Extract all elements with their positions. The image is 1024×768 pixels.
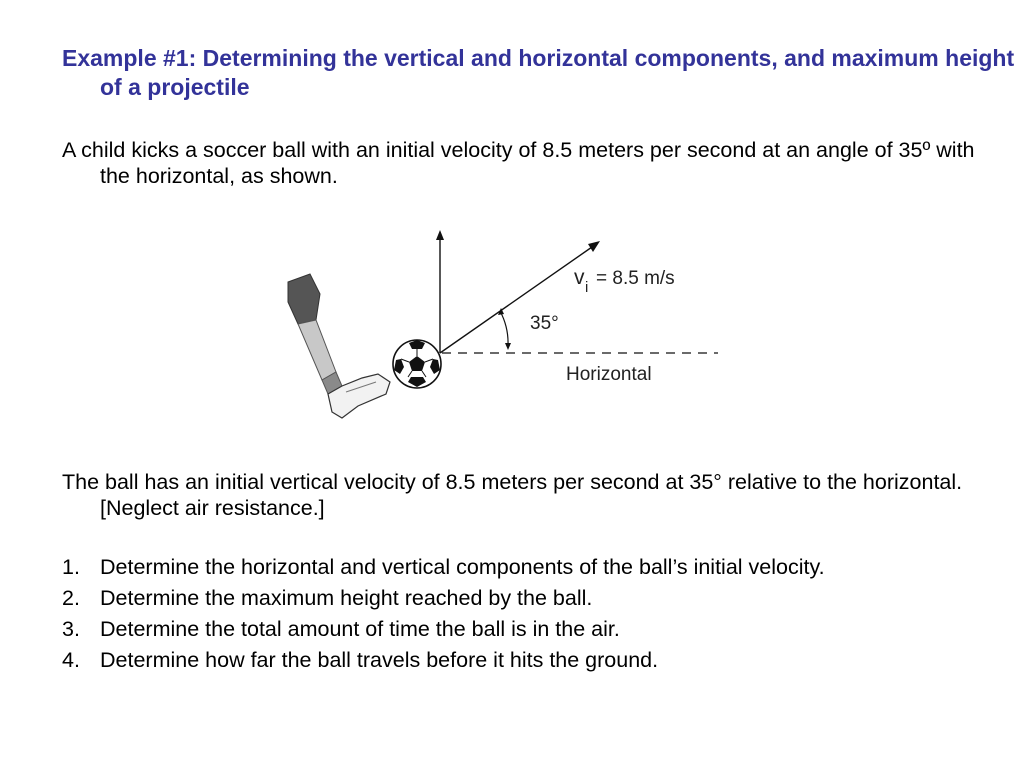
soccer-ball-icon bbox=[393, 340, 441, 388]
kick-diagram-svg bbox=[270, 222, 730, 422]
vertical-axis-arrow bbox=[436, 230, 444, 353]
leg-illustration bbox=[288, 274, 390, 418]
angle-label: 35° bbox=[530, 313, 559, 334]
horizontal-label: Horizontal bbox=[566, 364, 652, 385]
question-number: 1. bbox=[62, 555, 80, 579]
problem-intro: A child kicks a soccer ball with an initial velocity of 8.5 meters per second at an angle of 35º with the horizontal, as shown. bbox=[62, 138, 975, 188]
question-number: 2. bbox=[62, 586, 80, 610]
question-text: Determine the maximum height reached by the ball. bbox=[100, 586, 593, 610]
question-text: Determine the horizontal and vertical components of the ball’s initial velocity. bbox=[100, 555, 825, 579]
velocity-label-symbol: v bbox=[574, 266, 585, 289]
velocity-label-value: = 8.5 m/s bbox=[596, 268, 675, 289]
question-list bbox=[62, 555, 972, 679]
velocity-vector-arrow bbox=[440, 241, 600, 353]
question-number: 4. bbox=[62, 648, 80, 672]
slide-title: Example #1: Determining the vertical and horizontal components, and maximum height of a projectile bbox=[62, 45, 1015, 100]
list-item bbox=[62, 617, 972, 642]
velocity-label-subscript: i bbox=[585, 279, 589, 296]
question-text: Determine the total amount of time the ball is in the air. bbox=[100, 617, 620, 641]
angle-arc bbox=[498, 308, 511, 350]
kick-diagram bbox=[270, 222, 730, 422]
list-item bbox=[62, 555, 972, 580]
problem-condition: The ball has an initial vertical velocity of 8.5 meters per second at 35° relative to the horizontal. [Neglect air resistance.] bbox=[62, 470, 963, 520]
list-item bbox=[62, 586, 972, 611]
question-number: 3. bbox=[62, 617, 80, 641]
list-item bbox=[62, 648, 972, 673]
question-text: Determine how far the ball travels before it hits the ground. bbox=[100, 648, 659, 672]
